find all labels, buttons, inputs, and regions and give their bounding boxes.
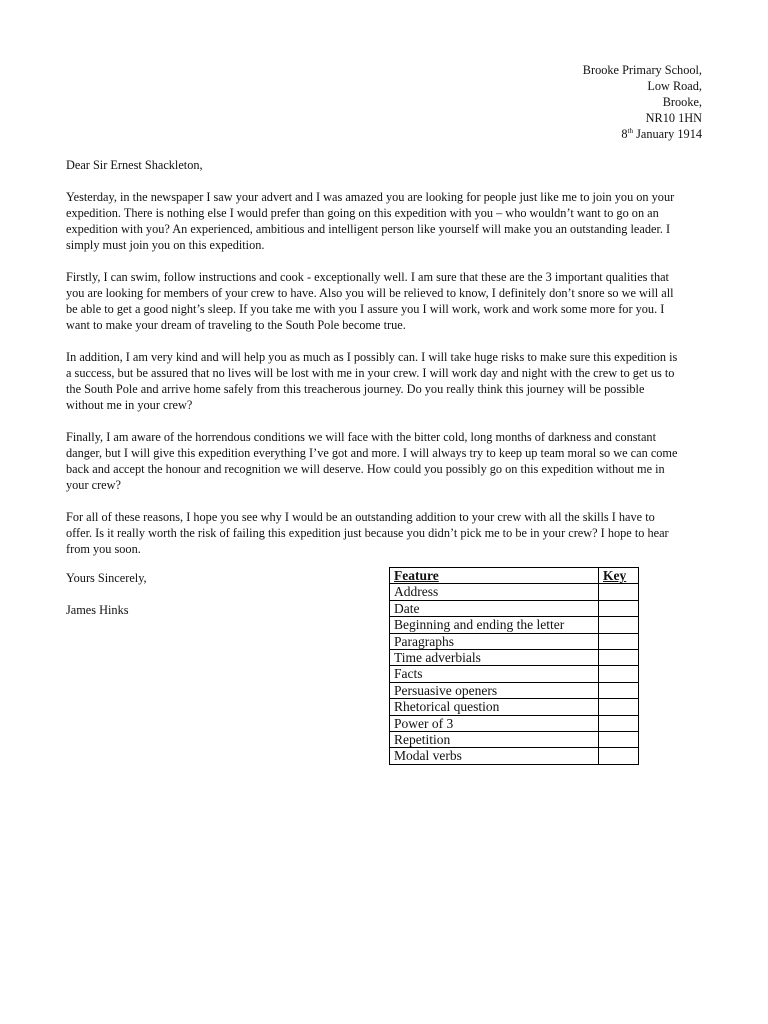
table-row	[390, 633, 639, 649]
key-cell	[599, 600, 639, 616]
key-cell	[599, 666, 639, 682]
sender-address	[402, 62, 702, 142]
key-cell	[599, 584, 639, 600]
paragraph-line: you are looking for members of your crew to have. Also you will be relieved to know, I definitely don’t snore so we will all	[66, 286, 674, 300]
paragraph-line: expedition. There is nothing else I would prefer than going on this expedition with you – who wouldn’t want to go on an	[66, 206, 659, 220]
key-cell	[599, 732, 639, 748]
paragraph-line: back and accept the honour and recognition we will deserve. How could you possibly go on this expedition without me in	[66, 462, 665, 476]
key-cell	[599, 715, 639, 731]
key-cell	[599, 699, 639, 715]
letter-body	[66, 157, 706, 573]
feature-checklist-table	[389, 567, 639, 765]
table-row	[390, 715, 639, 731]
paragraph-line: Firstly, I can swim, follow instructions and cook - exceptionally well. I am sure that these are the 3 important qualities that	[66, 270, 669, 284]
paragraph-line: simply must join you on this expedition.	[66, 238, 265, 252]
key-cell	[599, 748, 639, 764]
key-cell	[599, 633, 639, 649]
key-cell	[599, 682, 639, 698]
table-row	[390, 682, 639, 698]
feature-cell: Address	[390, 584, 599, 600]
table-row	[390, 699, 639, 715]
address-line: Low Road,	[647, 79, 702, 93]
feature-cell: Date	[390, 600, 599, 616]
paragraph-line: danger, but I will give this expedition everything I’ve got and more. I will always try to keep up team moral so we can come	[66, 446, 678, 460]
table-row	[390, 732, 639, 748]
table-row	[390, 666, 639, 682]
paragraph-line: from you soon.	[66, 542, 141, 556]
date-rest: January 1914	[633, 127, 702, 141]
paragraph-3	[66, 349, 706, 413]
paragraph-line: Yesterday, in the newspaper I saw your advert and I was amazed you are looking for people just like me to join you on your	[66, 190, 675, 204]
date-day: 8	[621, 127, 628, 141]
paragraph-line: offer. Is it really worth the risk of failing this expedition just because you didn’t pick me to be in your crew? I hope to hear	[66, 526, 669, 540]
header-key: Key	[599, 568, 639, 584]
signature-name: James Hinks	[66, 603, 129, 617]
feature-cell: Modal verbs	[390, 748, 599, 764]
paragraph-line: without me in your crew?	[66, 398, 193, 412]
table-row	[390, 584, 639, 600]
paragraph-line: the South Pole and arrive home safely from this treacherous journey. Do you really think this journey will be possible	[66, 382, 645, 396]
key-cell	[599, 650, 639, 666]
letter-signoff	[66, 570, 147, 618]
paragraph-5	[66, 509, 706, 557]
greeting: Dear Sir Ernest Shackleton,	[66, 158, 203, 172]
address-line: NR10 1HN	[645, 111, 702, 125]
feature-cell: Time adverbials	[390, 650, 599, 666]
date-suffix: th	[627, 126, 634, 135]
paragraph-line: In addition, I am very kind and will help you as much as I possibly can. I will take huge risks to make sure this expedition is	[66, 350, 678, 364]
letter-date	[402, 126, 702, 142]
feature-cell: Paragraphs	[390, 633, 599, 649]
feature-cell: Beginning and ending the letter	[390, 617, 599, 633]
table-header-row	[390, 568, 639, 584]
paragraph-2	[66, 269, 706, 333]
table-row	[390, 748, 639, 764]
paragraph-line: Finally, I am aware of the horrendous conditions we will face with the bitter cold, long months of darkness and constant	[66, 430, 656, 444]
address-line: Brooke,	[662, 95, 702, 109]
header-feature: Feature	[390, 568, 599, 584]
paragraph-line: be able to get a good night’s sleep. If you take me with you I assure you I will work, work and work some more for you. I	[66, 302, 665, 316]
paragraph-line: your crew?	[66, 478, 121, 492]
paragraph-line: expedition with you? An experienced, ambitious and intelligent person like yourself will make you an outstanding leader. I	[66, 222, 671, 236]
table-row	[390, 650, 639, 666]
key-cell	[599, 617, 639, 633]
feature-cell: Persuasive openers	[390, 682, 599, 698]
feature-cell: Power of 3	[390, 715, 599, 731]
feature-cell: Repetition	[390, 732, 599, 748]
paragraph-4	[66, 429, 706, 493]
paragraph-line: For all of these reasons, I hope you see why I would be an outstanding addition to your crew with all the skills I have to	[66, 510, 655, 524]
feature-cell: Facts	[390, 666, 599, 682]
paragraph-line: want to make your dream of traveling to the South Pole become true.	[66, 318, 406, 332]
address-line: Brooke Primary School,	[582, 63, 702, 77]
table-row	[390, 600, 639, 616]
paragraph-1	[66, 189, 706, 253]
table-row	[390, 617, 639, 633]
feature-cell: Rhetorical question	[390, 699, 599, 715]
closing: Yours Sincerely,	[66, 571, 147, 585]
paragraph-line: a success, but be assured that no lives will be lost with me in your crew. I will work day and night with the crew to get us to	[66, 366, 675, 380]
